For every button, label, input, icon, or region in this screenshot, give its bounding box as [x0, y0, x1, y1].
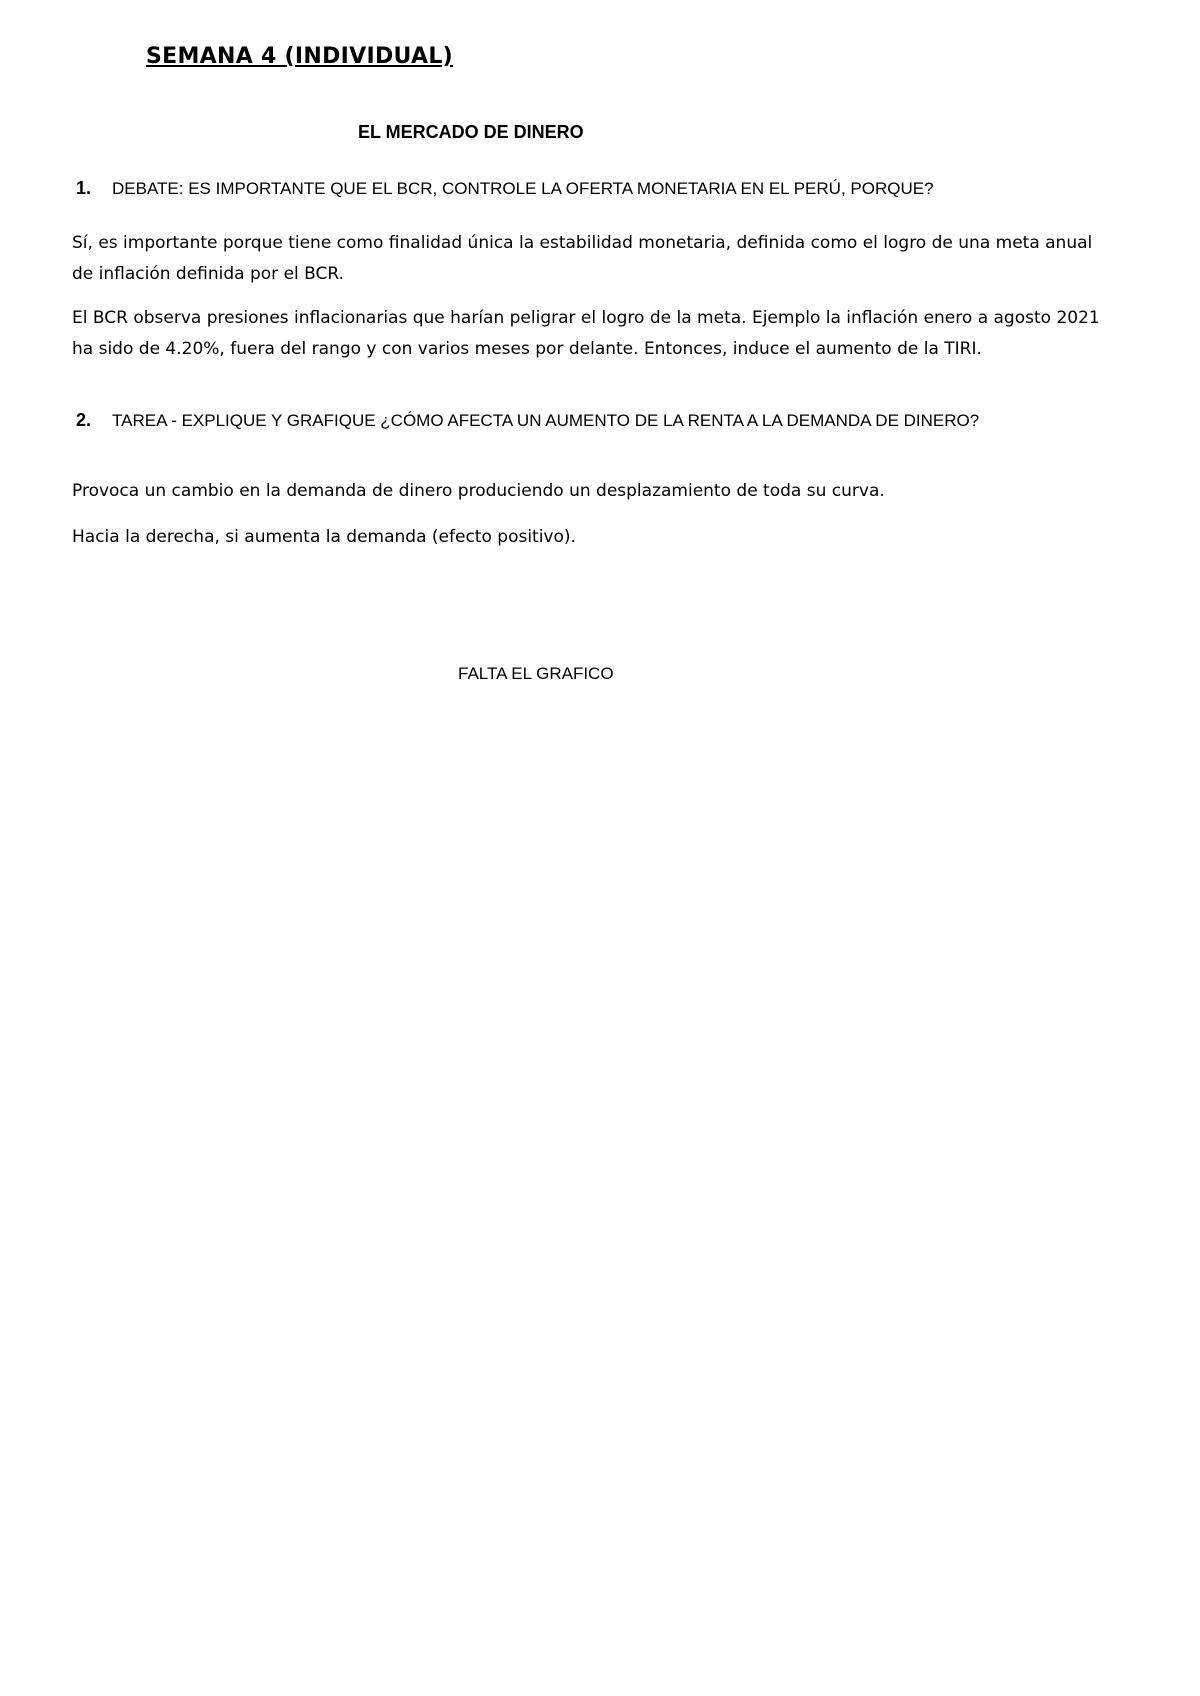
answer-1-paragraph-1: Sí, es importante porque tiene como finalidad única la estabilidad monetaria, definida como el logro de una meta anual de inflación definida por el BCR. [72, 233, 1093, 284]
answer-1-paragraph-2: El BCR observa presiones inflacionarias que harían peligrar el logro de la meta. Ejemplo la inflación enero a agosto 2021 ha sido de 4.20%, fuera del rango y con varios meses por delante. Entonces, induce el aumento de la TIRI. [72, 308, 1100, 359]
answer-2-paragraph-2: Hacia la derecha, si aumenta la demanda (efecto positivo). [72, 527, 576, 547]
question-1 [76, 178, 934, 199]
question-2-text: TAREA - EXPLIQUE Y GRAFIQUE ¿CÓMO AFECTA UN AUMENTO DE LA RENTA A LA DEMANDA DE DINERO? [112, 411, 980, 430]
question-2-number: 2. [76, 410, 92, 430]
question-1-number: 1. [76, 178, 92, 198]
section-title: EL MERCADO DE DINERO [358, 122, 584, 142]
question-2 [76, 410, 979, 431]
answer-2-paragraph-1: Provoca un cambio en la demanda de dinero produciendo un desplazamiento de toda su curva. [72, 481, 885, 501]
missing-chart-note: FALTA EL GRAFICO [458, 664, 614, 683]
document-title: SEMANA 4 (INDIVIDUAL) [146, 44, 454, 69]
question-1-text: DEBATE: ES IMPORTANTE QUE EL BCR, CONTROLE LA OFERTA MONETARIA EN EL PERÚ, PORQUE? [112, 179, 934, 198]
